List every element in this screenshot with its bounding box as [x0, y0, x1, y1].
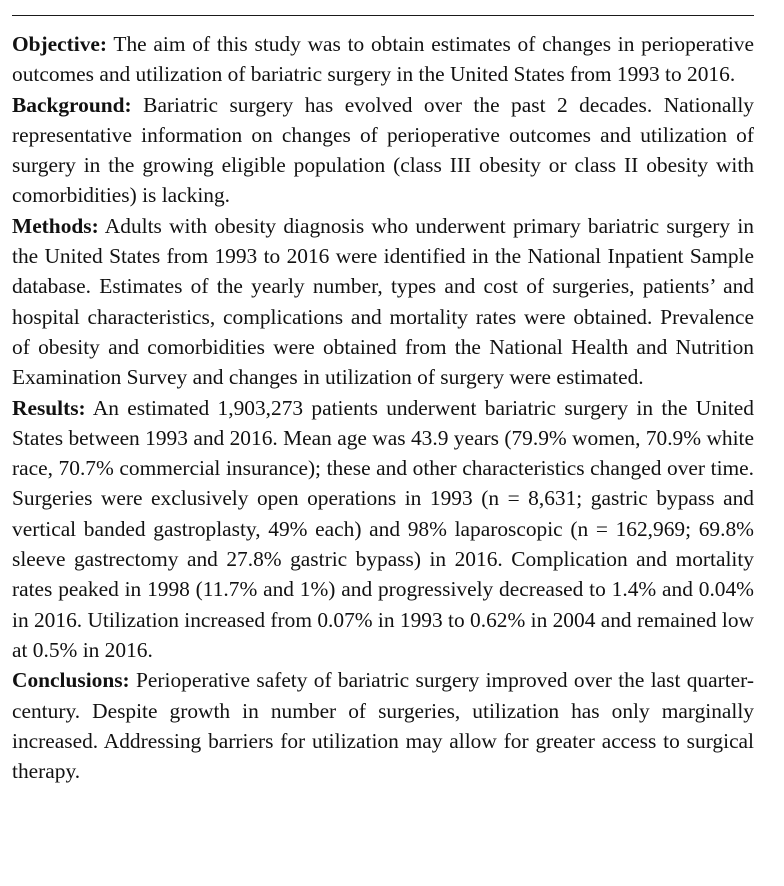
abstract-conclusions — [12, 665, 754, 786]
results-label: Results: — [12, 395, 86, 420]
conclusions-label: Conclusions: — [12, 668, 130, 693]
conclusions-text: Perioperative safety of bariatric surgery improved over the last quarter-century. Despite growth in number of surgeries, utilization has only marginally increased. Addressing barriers for utilization may allow for greater access to surgical therapy. — [12, 668, 754, 784]
background-label: Background: — [12, 92, 132, 117]
background-text: Bariatric surgery has evolved over the past 2 decades. Nationally representative information on changes of perioperative outcomes and utilization of surgery in the growing eligible population (class III obesity or class II obesity with comorbidities) is lacking. — [12, 92, 754, 208]
abstract — [12, 29, 754, 786]
abstract-background — [12, 90, 754, 211]
methods-label: Methods: — [12, 213, 99, 238]
objective-label: Objective: — [12, 32, 108, 56]
abstract-methods — [12, 211, 754, 393]
methods-text: Adults with obesity diagnosis who underwent primary bariatric surgery in the United States from 1993 to 2016 were identified in the National Inpatient Sample database. Estimates of the yearly number, types and cost of surgeries, patients’ and hospital characteristics, complications and mortality rates were obtained. Prevalence of obesity and comorbidities were obtained from the National Health and Nutrition Examination Survey and changes in utilization of surgery were estimated. — [12, 213, 754, 390]
abstract-results — [12, 393, 754, 666]
results-text: An estimated 1,903,273 patients underwent bariatric surgery in the United States between 1993 and 2016. Mean age was 43.9 years (79.9% women, 70.9% white race, 70.7% commercial insurance); these and other characteristics changed over time. Surgeries were exclusively open operations in 1993 (n = 8,631; gastric bypass and vertical banded gastroplasty, 49% each) and 98% laparoscopic (n = 162,969; 69.8% sleeve gastrectomy and 27.8% gastric bypass) in 2016. Complication and mortality rates peaked in 1998 (11.7% and 1%) and progressively decreased to 1.4% and 0.04% in 2016. Utilization increased from 0.07% in 1993 to 0.62% in 2004 and remained low at 0.5% in 2016. — [12, 395, 754, 662]
top-rule — [12, 15, 754, 16]
abstract-objective — [12, 29, 754, 90]
objective-text: The aim of this study was to obtain estimates of changes in perioperative outcomes and utilization of bariatric surgery in the United States from 1993 to 2016. — [12, 32, 755, 87]
